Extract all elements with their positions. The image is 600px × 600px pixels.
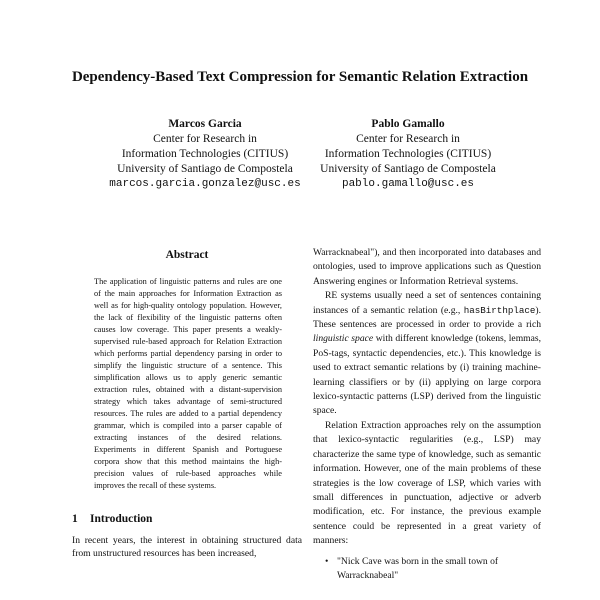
- paragraph-text: RE systems usually need a set of sentences containing instances of a semantic relation (e.g.,: [313, 290, 541, 316]
- relation-name-code: hasBirthplace: [463, 304, 536, 316]
- author-block-2: [318, 117, 498, 192]
- author-affiliation-line: Center for Research in: [153, 133, 257, 145]
- list-item: [313, 555, 541, 584]
- section-number: 1: [72, 513, 78, 525]
- author-block-1: [95, 117, 315, 192]
- abstract-text: The application of linguistic patterns and rules are one of the main approaches for Information Extraction as well as for high-quality ontology population. However, the lack of flexibility of the linguistic patterns often causes low coverage. This paper presents a weakly-supervised rule-based approach for Relation Extraction which performs partial dependency parsing in order to simplify the linguistic structure of a sentence. This simplification allows us to apply generic semantic extraction rules, obtained with a distant-supervision strategy which takes advantage of semi-structured resources. The rules are added to a partial dependency grammar, which is compiled into a parser capable of extracting instances of the desired relations. Experiments in different Spanish and Portuguese corpora show that this method maintains the high-precision values of rule-based approaches while improves the recall of these systems.: [94, 277, 282, 490]
- author-name: Marcos Garcia: [168, 118, 242, 130]
- author-affiliation-line: University of Santiago de Compostela: [117, 163, 293, 175]
- left-column: [72, 248, 302, 561]
- example-list: [313, 555, 541, 584]
- bullet-marker: •: [325, 555, 329, 567]
- author-email: marcos.garcia.gonzalez@usc.es: [109, 178, 301, 190]
- section-title: Introduction: [90, 513, 153, 525]
- paragraph-text: ). These sentences are processed in order to provide a rich: [313, 304, 541, 331]
- author-affiliation-line: Center for Research in: [356, 133, 460, 145]
- abstract-heading: Abstract: [165, 249, 209, 261]
- body-paragraph: Relation Extraction approaches rely on the assumption that lexico-syntactic regularities (e.g., LSP) may characterize the same type of knowledge, such as semantic information. However, one of the main problems of these strategies is the low coverage of LSP, which varies with small differences in punctuation, adjective or adverb modification, etc. For instance, the previous example sentence could be represented in a great variety of manners:: [313, 419, 541, 547]
- body-paragraph: Warracknabeal"), and then incorporated into databases and ontologies, used to improve applications such as Question Answering engines or Information Retrieval systems.: [313, 247, 541, 287]
- author-affiliation-line: University of Santiago de Compostela: [320, 163, 496, 175]
- right-column: [313, 246, 541, 583]
- author-name: Pablo Gamallo: [371, 118, 445, 130]
- author-affiliation-line: Information Technologies (CITIUS): [324, 148, 492, 160]
- list-item-text: "Nick Cave was born in the small town of Warracknabeal": [337, 555, 499, 581]
- author-affiliation-line: Information Technologies (CITIUS): [121, 148, 289, 160]
- body-paragraph: [313, 289, 541, 419]
- emphasized-term: linguistic space: [313, 333, 374, 345]
- author-email: pablo.gamallo@usc.es: [341, 178, 475, 190]
- introduction-paragraph: In recent years, the interest in obtaining structured data from unstructured resources has been increased,: [72, 535, 302, 560]
- paper-title: Dependency-Based Text Compression for Semantic Relation Extraction: [71, 69, 529, 85]
- paragraph-text: with different knowledge (tokens, lemmas, PoS-tags, syntactic dependencies, etc.). This knowledge is used to extract semantic relations by (i) training machine-learning classifiers or by (ii) applying on large corpora lexico-syntactic patterns (LSP) derived from the linguistic space.: [313, 333, 542, 417]
- section-heading-introduction: [72, 512, 302, 526]
